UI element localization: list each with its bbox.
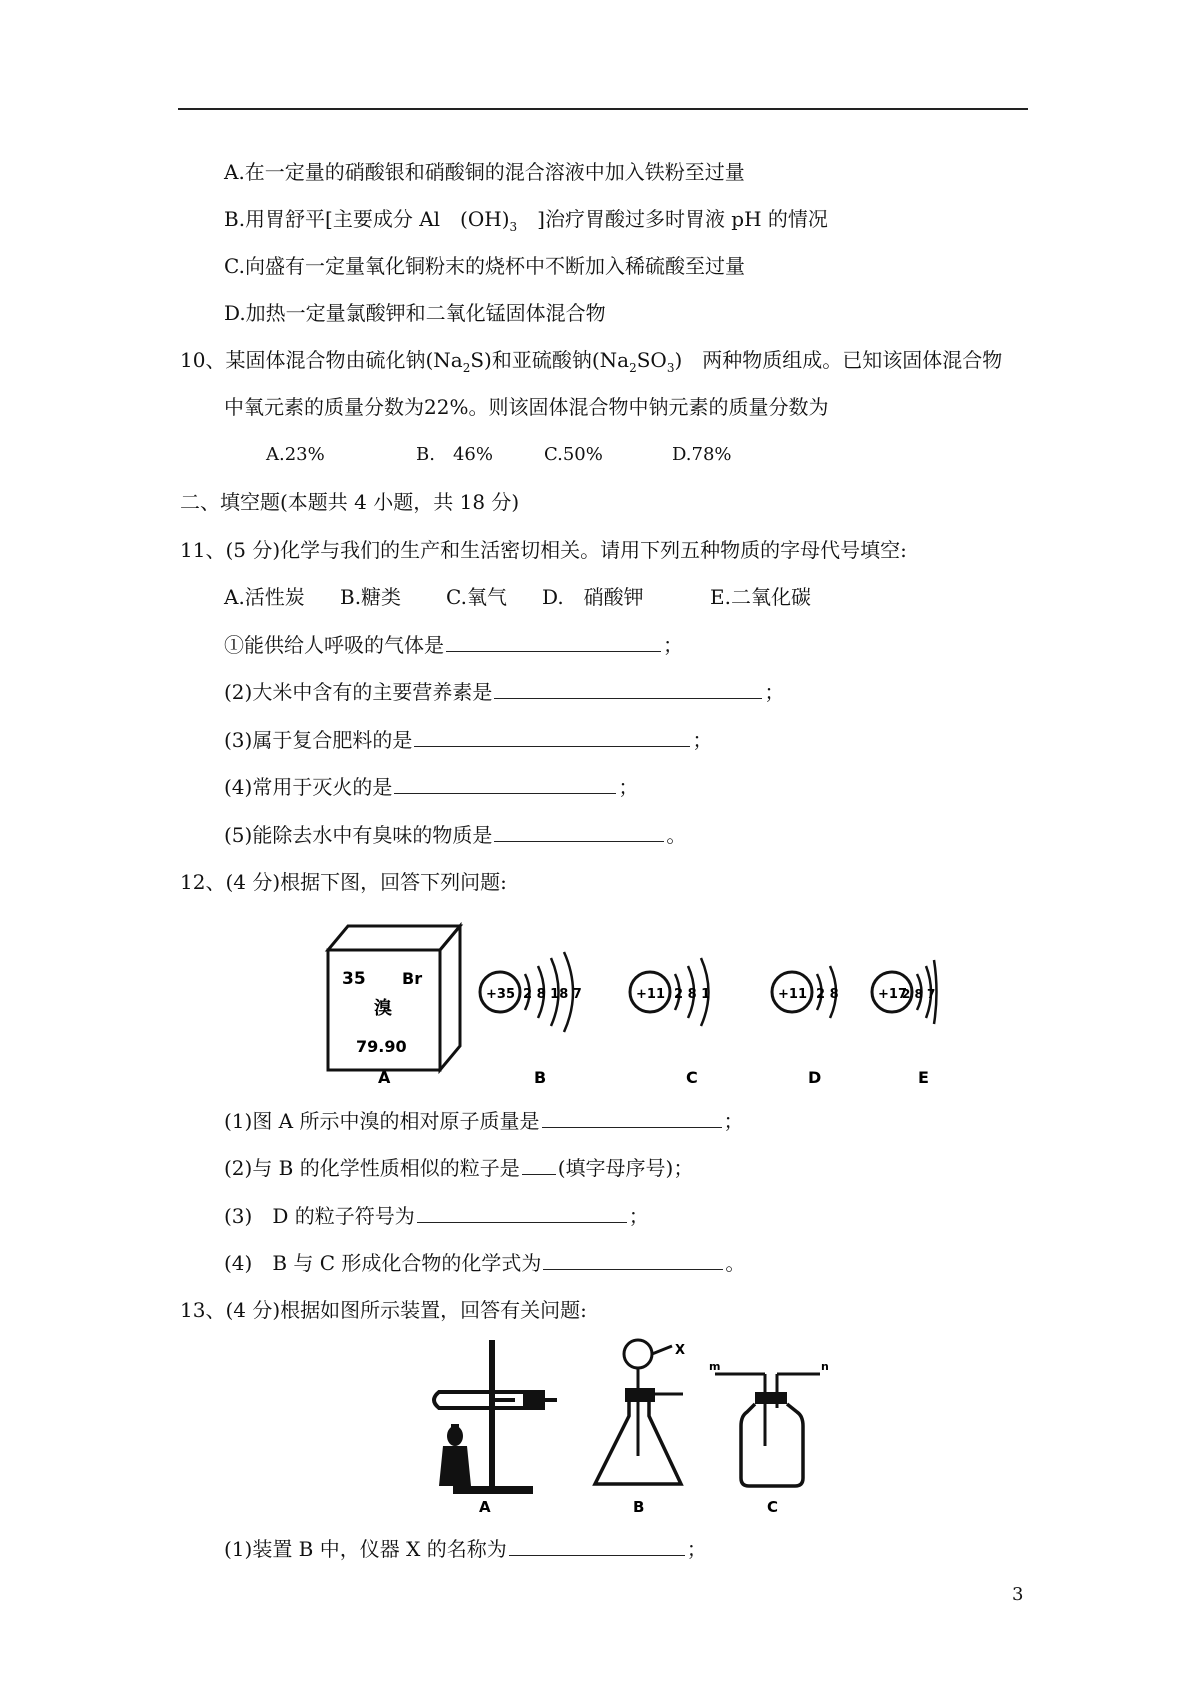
q12-item-4: (4) B 与 C 形成化合物的化学式为 。 xyxy=(224,1251,746,1275)
q12-stem: 12、(4 分)根据下图，回答下列问题: xyxy=(180,870,507,894)
q9-option-b: B.用胃舒平[主要成分 Al $(OH)_3$ ]治疗胃酸过多时胃液 pH 的情况 xyxy=(224,207,828,234)
answer-blank[interactable] xyxy=(494,678,762,699)
q11-item-1: ①能供给人呼吸的气体是 ； xyxy=(224,633,683,657)
apparatus-a-label: A xyxy=(479,1498,491,1516)
q9-option-c: C.向盛有一定量氧化铜粉末的烧杯中不断加入稀硫酸至过量 xyxy=(224,254,745,278)
q9-option-d: D.加热一定量氯酸钾和二氧化锰固体混合物 xyxy=(224,301,606,325)
atom-d-diagram xyxy=(772,966,839,1087)
apparatus-c xyxy=(709,1360,829,1516)
atom-e-diagram xyxy=(872,960,937,1087)
tile-mass: 79.90 xyxy=(356,1037,407,1056)
q11-item-4: (4)常用于灭火的是 ； xyxy=(224,775,639,799)
q10-option-a: A.23% xyxy=(266,444,325,465)
q11-item-5: (5)能除去水中有臭味的物质是 。 xyxy=(224,823,687,847)
atom-e-shells: 2 8 7 xyxy=(902,987,936,1001)
q12-item-1: (1)图 A 所示中溴的相对原子质量是 ； xyxy=(224,1109,744,1133)
atom-c-diagram xyxy=(630,958,710,1087)
q11-option-e: E.二氧化碳 xyxy=(710,585,811,609)
header-rule xyxy=(178,108,1028,110)
apparatus-c-m-label: m xyxy=(709,1360,721,1373)
atom-b-label: B xyxy=(534,1068,547,1087)
apparatus-b-label: B xyxy=(633,1498,645,1516)
atom-d-nucleus: +11 xyxy=(778,987,807,1002)
page-number: 3 xyxy=(1012,1584,1024,1605)
answer-blank[interactable] xyxy=(542,1107,722,1128)
atom-b-shells: 2 8 18 7 xyxy=(523,987,582,1002)
atomic-structure-svg xyxy=(320,918,940,1093)
q12-item-3: (3) D 的粒子符号为 ； xyxy=(224,1204,649,1228)
q13-item-1: (1)装置 B 中，仪器 X 的名称为 ； xyxy=(224,1537,707,1561)
lab-apparatus-svg xyxy=(425,1336,885,1516)
answer-blank[interactable] xyxy=(509,1535,685,1556)
tile-symbol: Br xyxy=(402,969,423,988)
atom-c-shells: 2 8 1 xyxy=(674,987,711,1002)
lab-apparatus-figure xyxy=(425,1336,885,1516)
q11-option-a: A.活性炭 xyxy=(224,585,305,609)
atom-e-nucleus: +17 xyxy=(878,987,907,1002)
tile-atomic-number: 35 xyxy=(342,969,366,989)
answer-blank[interactable] xyxy=(394,773,616,794)
apparatus-c-n-label: n xyxy=(821,1360,829,1373)
q11-option-c: C.氧气 xyxy=(446,585,507,609)
atomic-structure-figure xyxy=(320,918,940,1093)
q10-option-b: B. 46% xyxy=(416,444,493,465)
tile-name: 溴 xyxy=(374,998,392,1019)
atom-d-shells: 2 8 xyxy=(816,987,839,1002)
apparatus-b xyxy=(595,1340,685,1516)
atom-c-nucleus: +11 xyxy=(636,987,665,1002)
q11-stem: 11、(5 分)化学与我们的生产和生活密切相关。请用下列五种物质的字母代号填空: xyxy=(180,538,907,562)
atom-c-label: C xyxy=(686,1068,698,1087)
answer-blank[interactable] xyxy=(446,631,661,652)
section-heading: 二、填空题(本题共 4 小题，共 18 分) xyxy=(180,490,520,514)
tile-label: A xyxy=(378,1068,391,1087)
atom-b-nucleus: +35 xyxy=(486,987,515,1002)
apparatus-a xyxy=(434,1340,557,1516)
q10-options xyxy=(266,441,732,469)
answer-blank[interactable] xyxy=(414,726,690,747)
q11-option-b: B.糖类 xyxy=(340,585,402,609)
q12-item-2: (2)与 B 的化学性质相似的粒子是 (填字母序号)； xyxy=(224,1156,694,1180)
apparatus-c-label: C xyxy=(767,1498,779,1516)
atom-e-label: E xyxy=(918,1068,929,1087)
q10-stem-line1: 10、某固体混合物由硫化钠$(Na_2S)$和亚硫酸钠$(Na_2SO_3)$ 两种物质组成。已知该固体混合物 xyxy=(180,348,1003,375)
q13-stem: 13、(4 分)根据如图所示装置，回答有关问题: xyxy=(180,1298,587,1322)
atom-d-label: D xyxy=(808,1068,822,1087)
q9-option-a: A.在一定量的硝酸银和硝酸铜的混合溶液中加入铁粉至过量 xyxy=(224,160,745,184)
q11-item-2: (2)大米中含有的主要营养素是 ； xyxy=(224,680,785,704)
atom-b-diagram xyxy=(480,952,582,1087)
q11-option-d: D. 硝酸钾 xyxy=(542,585,644,609)
q10-option-c: C.50% xyxy=(544,444,603,465)
answer-blank[interactable] xyxy=(522,1154,556,1175)
element-tile-cube xyxy=(328,926,460,1070)
q10-option-d: D.78% xyxy=(672,444,732,465)
answer-blank[interactable] xyxy=(417,1202,627,1223)
apparatus-b-x-label: X xyxy=(675,1343,686,1358)
q10-stem-line2: 中氧元素的质量分数为22%。则该固体混合物中钠元素的质量分数为 xyxy=(224,395,829,419)
answer-blank[interactable] xyxy=(543,1249,723,1270)
q11-options xyxy=(224,583,811,611)
answer-blank[interactable] xyxy=(494,821,664,842)
q11-item-3: (3)属于复合肥料的是 ； xyxy=(224,728,713,752)
